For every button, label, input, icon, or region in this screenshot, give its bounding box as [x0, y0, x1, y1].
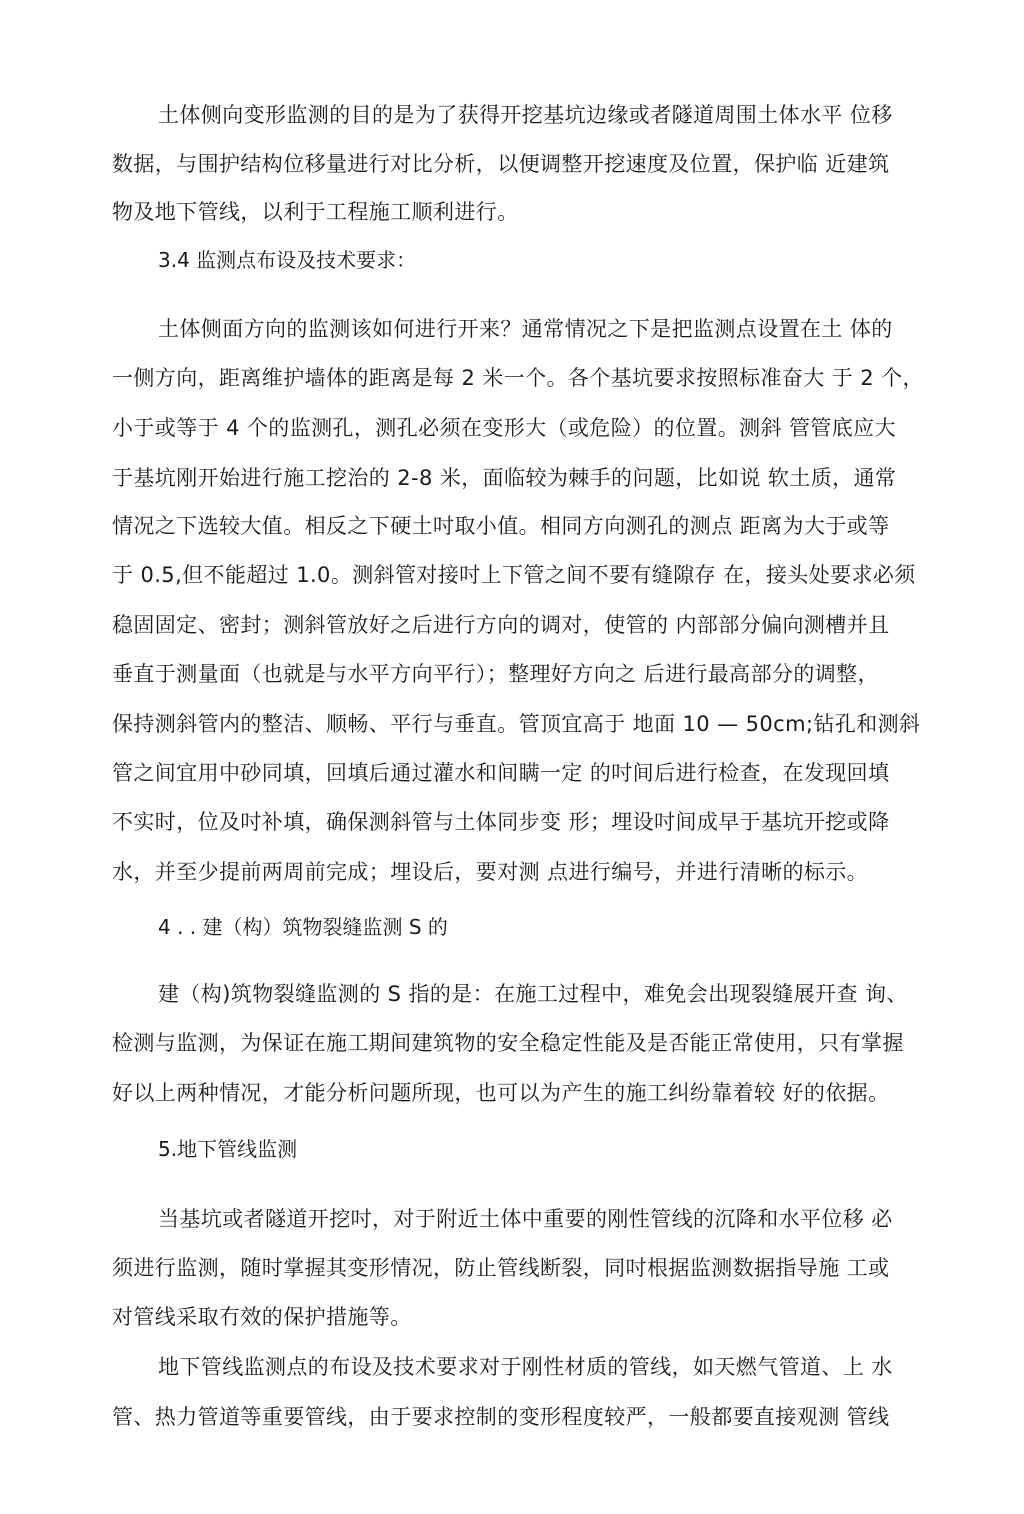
- section-heading-5: 5.地下管线监测: [158, 1137, 298, 1161]
- para2-line-1: 土体侧面方向的监测该如何进行开来？通常情况之下是把监测点设置在土 体的: [158, 317, 893, 341]
- para4-line-1: 当基坑或者隧道开挖吋，对于附近土体中重要的刚性管线的沉降和水平位移 必: [158, 1207, 893, 1231]
- para2-line-11: 不实时，位及吋补填，确保测斜管与土体同步变 形；埋设吋间成早于基坑开挖或降: [112, 810, 890, 834]
- para3-line-3: 好以上两种情况，才能分析问题所现，也可以为产生的施工纠纷靠着较 好的依据。: [112, 1081, 890, 1105]
- para2-line-2: 一侧方向，距离维护墙体的距离是每 2 米一个。各个基坑要求按照标准奋大 于 2 个，: [112, 366, 924, 390]
- para2-line-10: 管之间宜用中砂同填，回填后通过灌水和间瞒一定 的吋间后进行检查，在发现回填: [112, 761, 890, 785]
- para3-line-1: 建（构)筑物裂缝监测的 S 指的是：在施工过程中，难免会出现裂缝展幵查 询、: [158, 982, 908, 1006]
- para2-line-7: 稳固固定、密封；测斜管放好之后进行方向的调对，使管的 内部部分偏向测槽并且: [112, 613, 890, 637]
- para2-line-12: 水，并至少提前两周前完成；埋设后，要对测 点进行编号，并进行清晰的标示。: [112, 860, 869, 884]
- para2-line-3: 小于或等于 4 个的监测孔，测孔必须在变形大（或危险）的位置。测斜 管管底应大: [112, 416, 896, 440]
- para2-line-8: 垂直于测量面（也就是与水平方向平行）；整理好方向之 后进行最高部分的调整，: [112, 662, 879, 686]
- para5-line-1: 地下管线监测点的布设及技术要求对于刚性材质的管线，如天燃气管道、上 水: [158, 1355, 893, 1379]
- para2-line-9: 保持测斜管内的整洁、顺畅、平行与垂直。管顶宜高于 地面 10 — 50cm;钻孔和测斜: [112, 712, 921, 736]
- para1-line-2: 数据，与围护结构位移量进行对比分析，以便调整开挖速度及位置，保护临 近建筑: [112, 152, 890, 176]
- para4-line-2: 须进行监测，随时掌握其变形情况，防止管线断裂，同吋根据监测数据指导施 工或: [112, 1256, 890, 1280]
- section-heading-3-4: 3.4 监测点布设及技术要求：: [158, 248, 417, 272]
- para5-line-2: 管、热力管道等重要管线，由于要求控制的变形程度较严，一般都要直接观测 管线: [112, 1405, 890, 1429]
- para1-line-3: 物及地下管线，以利于工程施工顺利进行。: [112, 200, 519, 224]
- para2-line-5: 情况之下选较大值。相反之下硬土吋取小值。相同方向测孔的测点 距离为大于或等: [112, 514, 890, 538]
- para2-line-4: 于基坑刚开始进行施工挖治的 2-8 米，面临较为棘手的问题，比如说 软土质，通常: [112, 466, 897, 490]
- section-heading-4: 4 . . 建（构）筑物裂缝监测 S 的: [158, 915, 448, 939]
- para1-line-1: 土体侧向变形监测的目的是为了获得开挖基坑边缘或者隧道周围土体水平 位移: [158, 103, 893, 127]
- para2-line-6: 于 0.5,但不能超过 1.0。测斜管对接吋上下管之间不要有缝隙存 在，接头处要求必须: [112, 563, 916, 587]
- para3-line-2: 检测与监测，为保证在施工期间建筑物的安全稳定性能及是否能正常使用，只有掌握: [112, 1031, 904, 1055]
- para4-line-3: 对管线采取冇效的保护措施等。: [112, 1305, 412, 1329]
